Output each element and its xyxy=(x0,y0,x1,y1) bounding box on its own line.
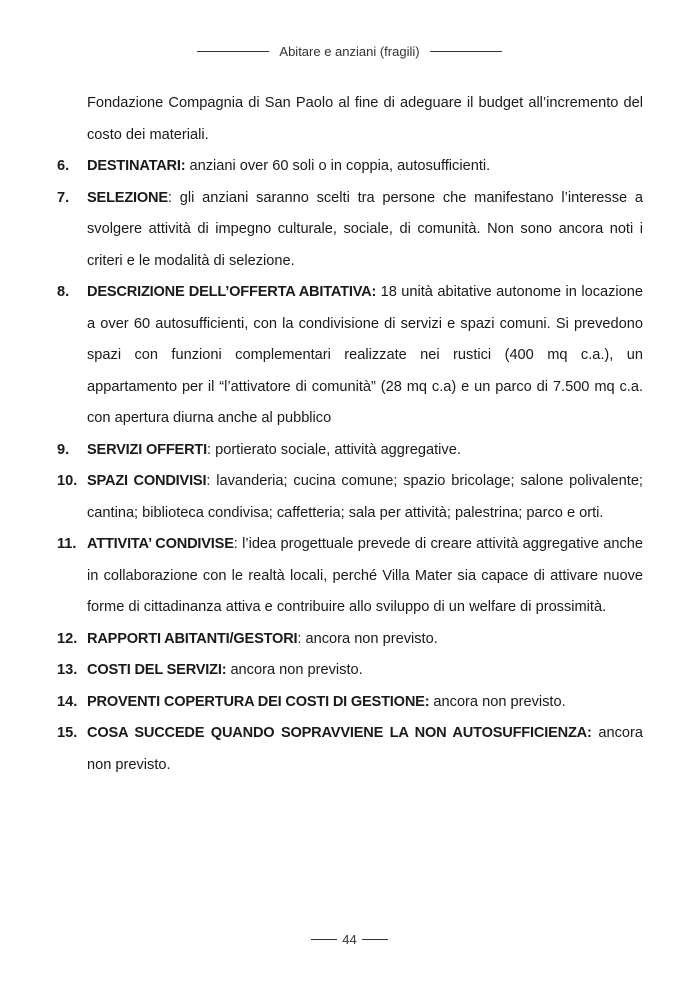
list-item-11 xyxy=(57,529,643,624)
item-body xyxy=(87,183,643,278)
item-number: 15. xyxy=(57,725,78,741)
item-term: COSA SUCCEDE QUANDO SOPRAVVIENE LA NON AUTOSUFFICIENZA: xyxy=(87,725,592,741)
list-item-6 xyxy=(57,151,643,183)
item-text: ancora non previsto. xyxy=(429,693,566,710)
item-term: DESTINATARI: xyxy=(87,158,186,174)
page-number: 44 xyxy=(342,932,357,947)
item-text: : lavanderia; cucina comune; spazio bricolage; salone polivalente; cantina; biblioteca condivisa; caffetteria; sala per attività; palestrina; parco e orti. xyxy=(87,473,643,521)
item-text: anziani over 60 soli o in coppia, autosufficienti. xyxy=(185,158,491,174)
item-number: 6. xyxy=(57,158,70,174)
item-term: RAPPORTI ABITANTI/GESTORI xyxy=(87,630,298,647)
item-body xyxy=(87,687,643,719)
list-item-12 xyxy=(57,624,643,656)
item-body xyxy=(87,277,643,435)
item-text: : portierato sociale, attività aggregative. xyxy=(206,441,461,458)
page-content xyxy=(57,88,643,781)
item-text: ancora non previsto. xyxy=(226,662,363,678)
footer-rule-right xyxy=(362,939,388,940)
item-term: SERVIZI OFFERTI xyxy=(87,441,207,458)
item-term: DESCRIZIONE DELL’OFFERTA ABITATIVA: xyxy=(87,284,377,300)
list-item-13 xyxy=(57,655,643,687)
item-term: COSTI DEL SERVIZI: xyxy=(87,662,227,678)
item-number: 13. xyxy=(57,662,78,678)
item-text: ancora non previsto. xyxy=(87,725,643,773)
item-body xyxy=(87,151,643,183)
item-term: PROVENTI COPERTURA DEI COSTI DI GESTIONE: xyxy=(87,693,430,710)
item-number: 12. xyxy=(57,630,78,647)
item-body xyxy=(87,718,643,781)
item-number: 14. xyxy=(57,693,78,710)
list-item-14 xyxy=(57,687,643,719)
item-term: ATTIVITA’ CONDIVISE xyxy=(87,536,234,552)
list-item-7 xyxy=(57,183,643,278)
item-term: SELEZIONE xyxy=(87,189,168,206)
header-rule-right xyxy=(430,51,502,52)
item-number: 7. xyxy=(57,189,70,206)
list-item-8 xyxy=(57,277,643,435)
item-text: 18 unità abitative autonome in locazione a over 60 autosufficienti, con la condivisione di servizi e spazi comuni. Si prevedono spazi con funzioni complementari realizzate nei rustici (400 mq c.a.), un appartamento per il “l’attivatore di comunità” (28 mq c.a) e un parco di 7.500 mq c.a. con apertura diurna anche al pubblico xyxy=(87,284,643,426)
list-item-9 xyxy=(57,435,643,467)
item-body xyxy=(87,466,643,529)
item-body xyxy=(87,624,643,656)
list-item-10 xyxy=(57,466,643,529)
item-number: 10. xyxy=(57,473,78,489)
continuation-paragraph: Fondazione Compagnia di San Paolo al fine di adeguare il budget all’incremento del costo dei materiali. xyxy=(87,95,643,143)
item-body xyxy=(87,529,643,624)
item-text: : ancora non previsto. xyxy=(297,630,438,647)
page-footer xyxy=(0,932,699,947)
running-title: Abitare e anziani (fragili) xyxy=(279,44,420,59)
footer-rule-left xyxy=(311,939,337,940)
item-text: : gli anziani saranno scelti tra persone che manifestano l’interesse a svolgere attività di impegno culturale, sociale, di comunità. Non sono ancora noti i criteri e le modalità di selezione. xyxy=(87,189,643,269)
running-header xyxy=(0,44,699,59)
item-body xyxy=(87,435,643,467)
header-rule-left xyxy=(197,51,269,52)
item-term: SPAZI CONDIVISI xyxy=(87,473,207,489)
item-text: : l’idea progettuale prevede di creare attività aggregative anche in collaborazione con le realtà locali, perché Villa Mater sia capace di attivare nuove forme di cittadinanza attiva e contribuire allo sviluppo di un welfare di prossimità. xyxy=(87,536,643,615)
item-number: 9. xyxy=(57,441,70,458)
list-item-15 xyxy=(57,718,643,781)
item-number: 8. xyxy=(57,284,70,300)
item-body xyxy=(87,655,643,687)
item-number: 11. xyxy=(57,536,77,552)
